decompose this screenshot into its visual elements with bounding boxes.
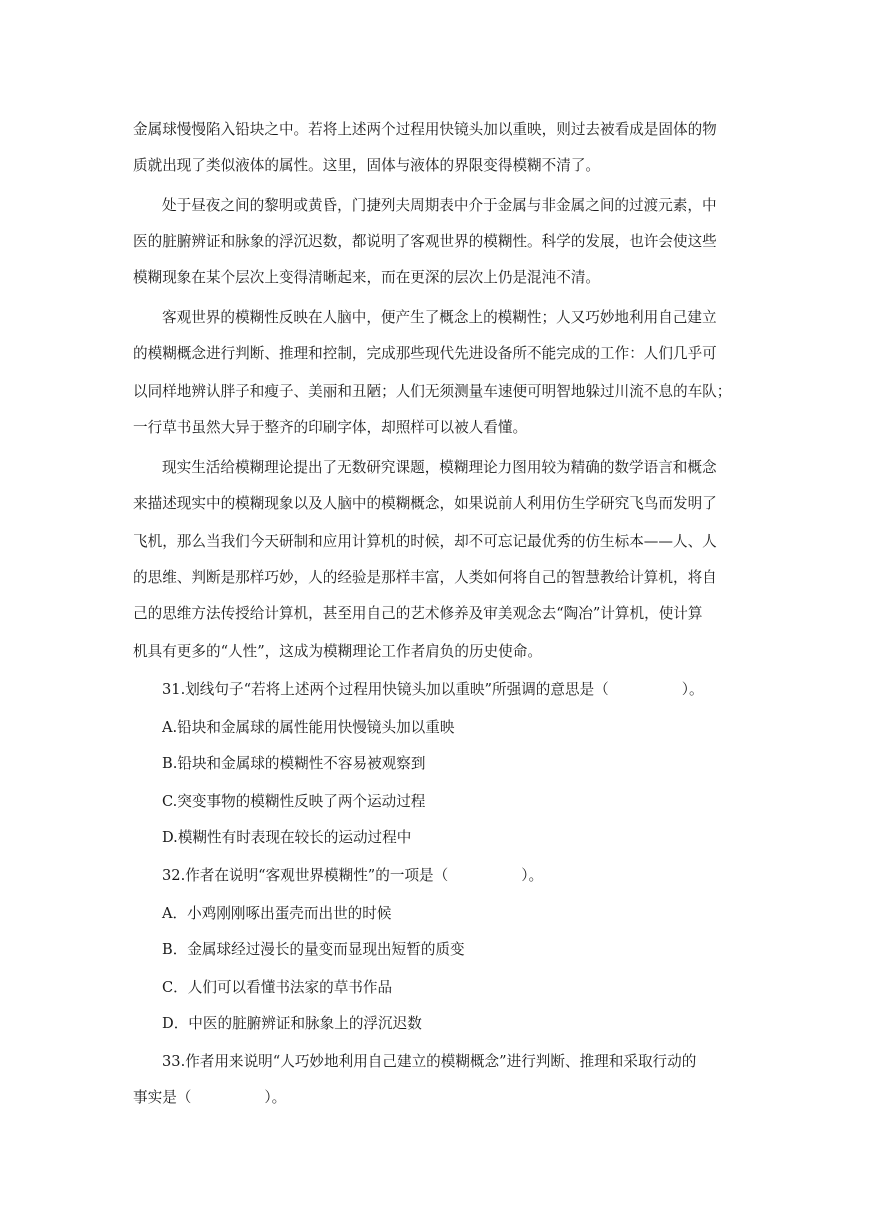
paragraph-line: 以同样地辨认胖子和瘦子、美丽和丑陋；人们无须测量车速便可明智地躲过川流不息的车队；	[133, 383, 732, 400]
paragraph-line: 来描述现实中的模糊现象以及人脑中的模糊概念，如果说前人利用仿生学研究飞鸟而发明了	[133, 495, 717, 512]
paragraph-line: 己的思维方法传授给计算机，甚至用自己的艺术修养及审美观念去“陶冶”计算机，使计算	[133, 605, 703, 622]
answer-option: C.突变事物的模糊性反映了两个运动过程	[162, 793, 426, 810]
paragraph-line: 的模糊概念进行判断、推理和控制，完成那些现代先进设备所不能完成的工作：人们几乎可	[133, 345, 717, 362]
answer-option: B．金属球经过漫长的量变而显现出短暂的质变	[162, 941, 465, 958]
paragraph-line: 飞机，那么当我们今天研制和应用计算机的时候，却不可忘记最优秀的仿生标本——人、人	[133, 533, 717, 550]
question-stem: 事实是（ ）。	[133, 1089, 287, 1106]
question-stem: 33.作者用来说明“人巧妙地利用自己建立的模糊概念”进行判断、推理和采取行动的	[162, 1053, 697, 1070]
paragraph-line: 模糊现象在某个层次上变得清晰起来，而在更深的层次上仍是混沌不清。	[133, 269, 601, 286]
answer-option: A.铅块和金属球的属性能用快慢镜头加以重映	[162, 719, 455, 736]
answer-option: C．人们可以看懂书法家的草书作品	[162, 979, 393, 996]
paragraph-line: 质就出现了类似液体的属性。这里，固体与液体的界限变得模糊不清了。	[133, 157, 601, 174]
paragraph-line: 金属球慢慢陷入铅块之中。若将上述两个过程用快镜头加以重映，则过去被看成是固体的物	[133, 121, 717, 138]
paragraph-line: 医的脏腑辨证和脉象的浮沉迟数，都说明了客观世界的模糊性。科学的发展，也许会使这些	[133, 233, 717, 250]
question-stem: 31.划线句子“若将上述两个过程用快镜头加以重映”所强调的意思是（ ）。	[162, 681, 704, 698]
answer-option: A．小鸡刚刚啄出蛋壳而出世的时候	[162, 905, 392, 922]
answer-option: B.铅块和金属球的模糊性不容易被观察到	[162, 755, 426, 772]
answer-option: D.模糊性有时表现在较长的运动过程中	[162, 829, 412, 846]
paragraph-line: 一行草书虽然大异于整齐的印刷字体，却照样可以被人看懂。	[133, 419, 528, 436]
paragraph-line: 处于昼夜之间的黎明或黄昏，门捷列夫周期表中介于金属与非金属之间的过渡元素，中	[162, 197, 717, 214]
answer-option: D．中医的脏腑辨证和脉象上的浮沉迟数	[162, 1015, 422, 1032]
paragraph-line: 现实生活给模糊理论提出了无数研究课题，模糊理论力图用较为精确的数学语言和概念	[162, 459, 717, 476]
paragraph-line: 客观世界的模糊性反映在人脑中，便产生了概念上的模糊性；人又巧妙地利用自己建立	[162, 309, 717, 326]
question-stem: 32.作者在说明“客观世界模糊性”的一项是（ ）。	[162, 867, 544, 884]
paragraph-line: 的思维、判断是那样巧妙，人的经验是那样丰富，人类如何将自己的智慧教给计算机，将自	[133, 569, 717, 586]
paragraph-line: 机具有更多的“人性”，这成为模糊理论工作者肩负的历史使命。	[133, 643, 542, 660]
